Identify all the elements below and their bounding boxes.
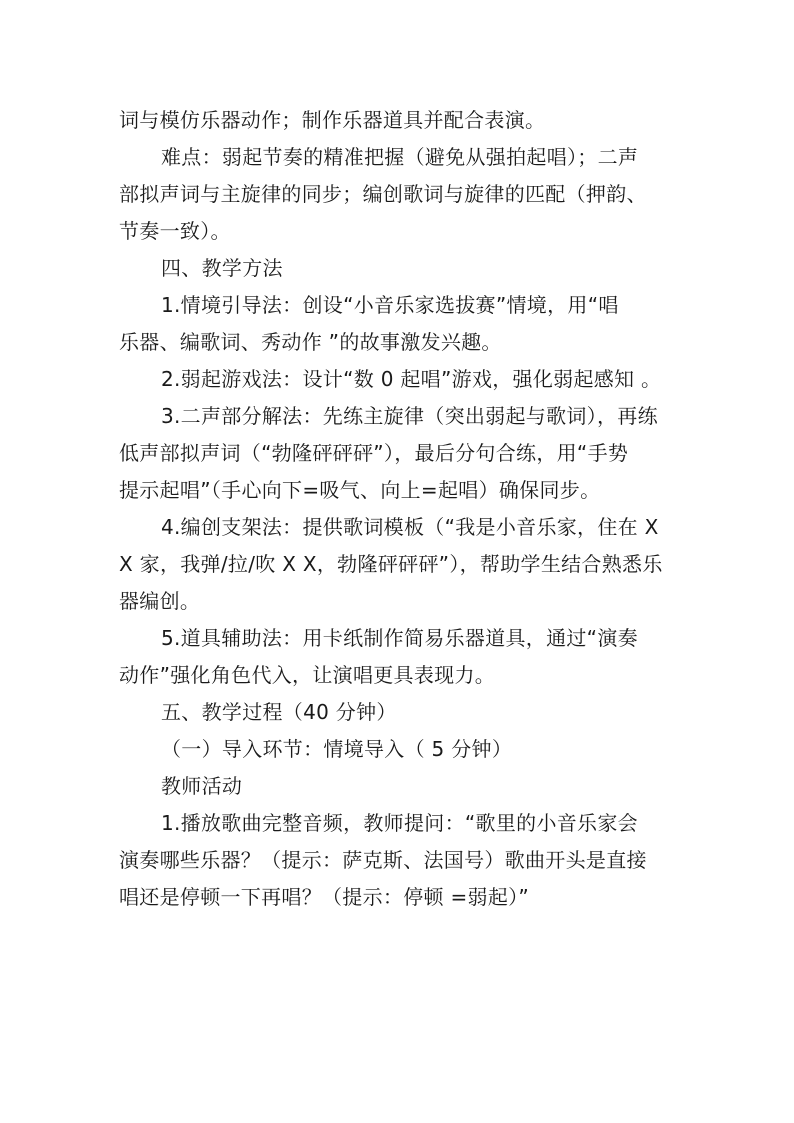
text-line: 节奏一致）。	[119, 219, 231, 243]
text-line: 2.弱起游戏法：设计“数 0 起唱”游戏，强化弱起感知 。	[161, 367, 662, 391]
text-line: 动作”强化角色代入，让演唱更具表现力。	[119, 663, 496, 687]
text-line: 部拟声词与主旋律的同步；编创歌词与旋律的匹配（押韵、	[119, 182, 647, 206]
text-line: 词与模仿乐器动作；制作乐器道具并配合表演。	[119, 108, 546, 132]
text-line: 乐器、编歌词、秀动作 ”的故事激发兴趣。	[119, 330, 502, 354]
text-line: （一）导入环节：情境导入（ 5 分钟）	[161, 737, 513, 761]
text-line: 5.道具辅助法：用卡纸制作简易乐器道具，通过“演奏	[161, 626, 638, 650]
text-line: 四、教学方法	[161, 256, 283, 280]
text-line: 提示起唱”（手心向下=吸气、向上=起唱）确保同步。	[119, 478, 601, 502]
text-line: 器编创。	[119, 589, 201, 613]
text-line: 4.编创支架法：提供歌词模板（“我是小音乐家，住在 X	[161, 515, 659, 539]
document-body	[119, 102, 679, 916]
text-line: 低声部拟声词（“勃隆砰砰砰”），最后分句合练，用“手势	[119, 441, 629, 465]
text-line: 唱还是停顿一下再唱？（提示：停顿 =弱起）”	[119, 885, 530, 909]
text-line: 1.播放歌曲完整音频，教师提问：“歌里的小音乐家会	[161, 811, 638, 835]
text-line: 教师活动	[161, 774, 243, 798]
text-line: X 家，我弹/拉/吹 X X，勃隆砰砰砰”），帮助学生结合熟悉乐	[119, 552, 663, 576]
text-line: 演奏哪些乐器？（提示：萨克斯、法国号）歌曲开头是直接	[119, 848, 647, 872]
text-line: 五、教学过程（40 分钟）	[161, 700, 397, 724]
text-line: 1.情境引导法：创设“小音乐家选拔赛”情境，用“唱	[161, 293, 619, 317]
text-line: 难点：弱起节奏的精准把握（避免从强拍起唱）；二声	[161, 145, 639, 169]
text-line: 3.二声部分解法：先练主旋律（突出弱起与歌词），再练	[161, 404, 658, 428]
